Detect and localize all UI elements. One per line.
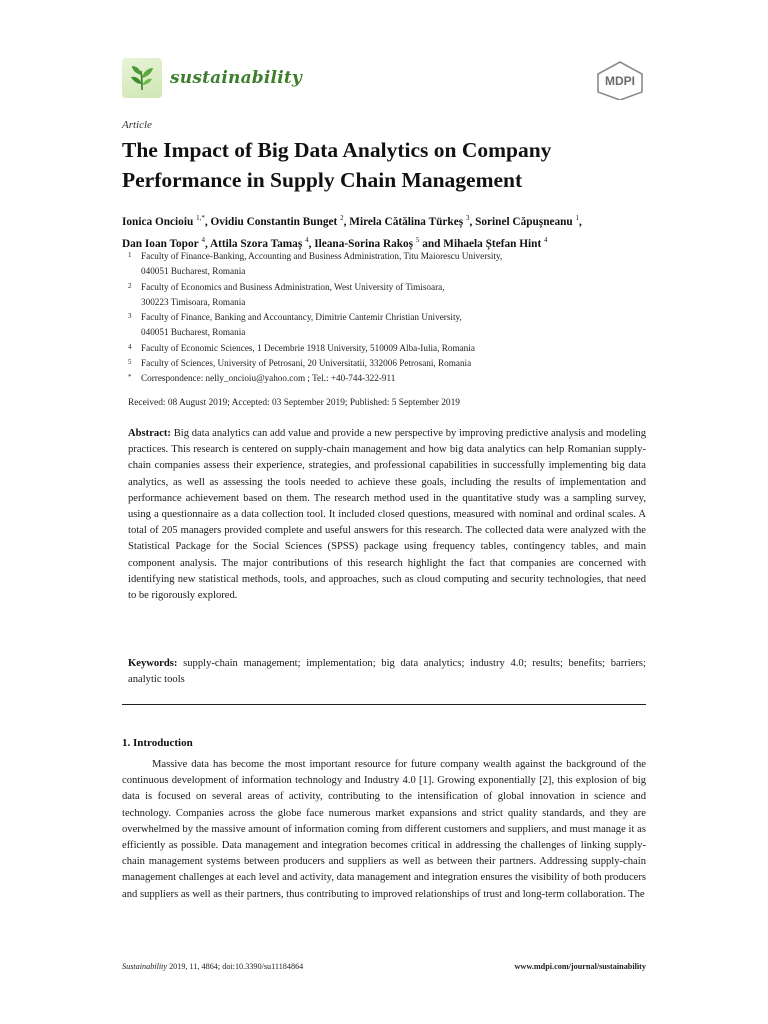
- mdpi-logo: [594, 60, 646, 100]
- title-line-2: Performance in Supply Chain Management: [122, 168, 523, 192]
- affiliation-item: [122, 310, 652, 341]
- journal-url[interactable]: www.mdpi.com/journal/sustainability: [514, 962, 646, 971]
- affiliation-list: [122, 249, 652, 387]
- author-name: Dan Ioan Topor: [122, 237, 199, 250]
- publisher-name: MDPI: [605, 74, 635, 88]
- footer-journal: Sustainability: [122, 962, 168, 971]
- author-affil-ref: 1: [575, 214, 580, 222]
- author-list: Ionica Oncioiu $^{1,*}$, Ovidiu Constantin Bunget $^2$, Mirela Cătălina Türkeș $^3$, Sorinel Căpușneanu $^1$, Dan Ioan Topor $^4$, Attila Szora Tamaș $^4$, Ileana-Sorina Rakoș $^5$ and Mihaela Ștefan Hint $^4$: [122, 214, 582, 250]
- affiliation-line: Faculty of Economic Sciences, 1 Decembrie 1918 University, 510009 Alba-Iulia, Romania: [141, 342, 475, 353]
- journal-brand: [122, 58, 302, 98]
- affiliation-number: 5: [128, 358, 132, 367]
- affiliation-item: [122, 356, 652, 371]
- keywords-label: Keywords:: [128, 658, 178, 669]
- affiliation-item: [122, 249, 652, 280]
- author-name: Mihaela Ștefan Hint: [443, 237, 542, 250]
- title-line-1: The Impact of Big Data Analytics on Company: [122, 138, 552, 162]
- affiliation-number: 3: [128, 312, 132, 321]
- affiliation-number: 4: [128, 342, 132, 351]
- abstract-text: Big data analytics can add value and provide a new perspective by improving predictive analysis and modeling practices. This research is centered on supply-chain management and how big data analytics can help Romanian supply-chain companies assess their experience, strategies, and professional capabilities in successfully implementing big data analytics, as well as assessing the tools needed to achieve these goals, including the results of implementation and performance achievement based on them. The research method used in the quantitative study was a sampling survey, using a questionnaire as a data collection tool. It included closed questions, measured with nominal and ordinal scales. A total of 205 managers provided complete and useful answers for this research. The collected data were analyzed with the Statistical Package for the Social Sciences (SPSS) package using frequency tables, contingency tables, and main component analysis. The major contributions of this research highlight the fact that companies are concerned with identifying new statistical methods, tools, and approaches, such as cloud computing and security technologies, that need to be rigorously explored.: [128, 428, 646, 602]
- affiliation-line: 040051 Bucharest, Romania: [141, 266, 246, 277]
- article-type: Article: [122, 119, 152, 131]
- correspondence: [122, 371, 652, 386]
- author-affil-ref: 3: [465, 214, 470, 222]
- affiliation-item: [122, 280, 652, 311]
- affiliation-number: 1: [128, 251, 132, 259]
- affiliation-number: 2: [128, 281, 132, 290]
- abstract-label: Abstract:: [128, 428, 171, 439]
- keywords-text: supply-chain management; implementation; big data analytics; industry 4.0; results; benefits; barriers; analytic tools: [128, 658, 646, 686]
- affiliation-number: *: [128, 373, 132, 382]
- author-name: Ovidiu Constantin Bunget: [210, 215, 338, 228]
- author-affil-ref: 4: [305, 235, 309, 244]
- author-name: Mirela Cătălina Türkeș: [349, 215, 464, 228]
- author-affil-ref: 4: [544, 235, 548, 244]
- affiliation-line: Faculty of Finance, Banking and Accountancy, Dimitrie Cantemir Christian University,: [141, 312, 462, 323]
- author-name: Attila Szora Tamaș: [209, 237, 303, 250]
- keywords: [128, 656, 646, 688]
- affiliation-line: 040051 Bucharest, Romania: [141, 327, 246, 338]
- journal-name: sustainability: [170, 68, 302, 88]
- author-name: Sorinel Căpușneanu: [475, 215, 573, 228]
- affiliation-line: Faculty of Sciences, University of Petrosani, 20 Universitatii, 332006 Petrosani, Romania: [141, 358, 472, 369]
- affiliation-line: 300223 Timisoara, Romania: [141, 296, 246, 307]
- author-affil-ref: 1,*: [196, 214, 205, 222]
- intro-paragraph: Massive data has become the most important resource for future company wealth against the background of the continuous development of information technology and Industry 4.0 [1]. Growing exponentially [2], this explosion of big data is focused on several areas of activity, contributing to the intensification of global innovation in science and technology. Companies across the globe face numerous market expansions and strict quality standards, and they are overwhelmed by the massive amount of information coming from different customers and suppliers, and must manage it as efficiently as possible. Data management and integration becomes critical in addressing the challenges of linking supply-chain management systems between producers and suppliers as well as between their partners. Addressing supply-chain management challenges at each level and activity, data management and integration ensures the visibility of both producers and suppliers as well as their partners, thus contributing to improved relationships of trust and long-term collaboration. The: [122, 759, 646, 900]
- affiliation-line: Faculty of Economics and Business Administration, West University of Timisoara,: [141, 281, 445, 292]
- author-affil-ref: 2: [340, 214, 344, 222]
- footer-citation-text: 2019, 11, 4864; doi:10.3390/su11184864: [169, 962, 304, 971]
- footer-citation: [122, 962, 303, 971]
- affiliation-line: Faculty of Finance-Banking, Accounting and Business Administration, Titu Maiorescu University,: [141, 251, 503, 261]
- abstract: [128, 426, 646, 604]
- section-heading: 1. Introduction: [122, 737, 193, 749]
- leaf-icon: [122, 58, 162, 98]
- affiliation-item: [122, 341, 652, 356]
- correspondence-line: Correspondence: nelly_oncioiu@yahoo.com ; Tel.: +40-744-322-911: [141, 373, 396, 384]
- section-divider: [122, 704, 646, 705]
- author-name: Ionica Oncioiu: [122, 215, 194, 228]
- paper-title: [122, 135, 652, 195]
- publication-dates: Received: 08 August 2019; Accepted: 03 September 2019; Published: 5 September 2019: [128, 398, 460, 408]
- author-affil-ref: 5: [415, 235, 420, 244]
- author-name: Ileana-Sorina Rakoș: [314, 237, 414, 250]
- author-affil-ref: 4: [201, 235, 205, 244]
